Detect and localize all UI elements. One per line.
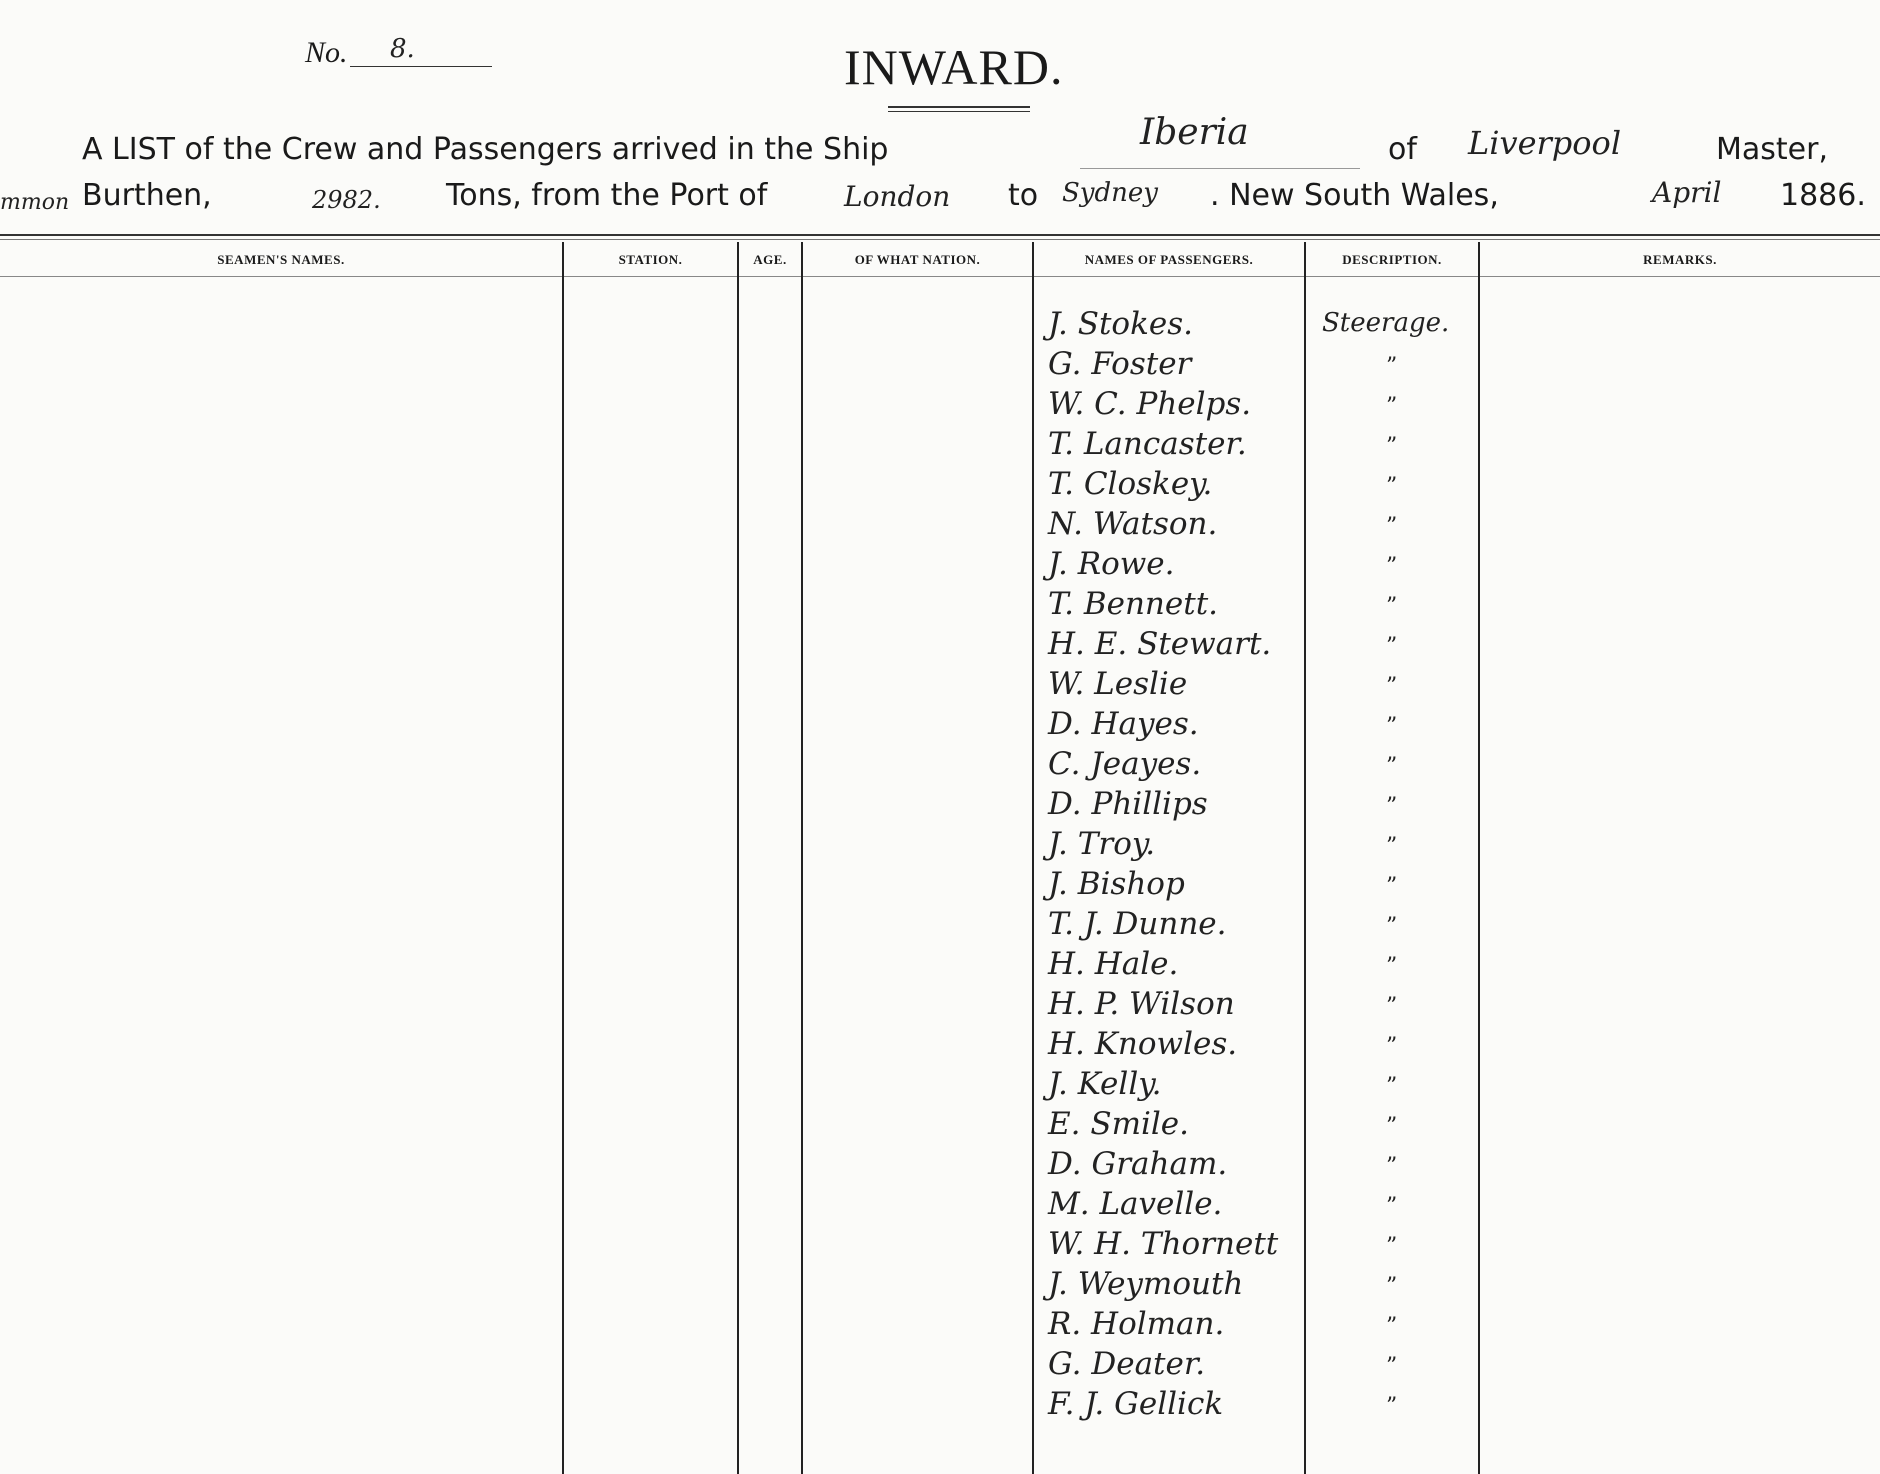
arrival-month: April (1652, 176, 1722, 209)
passenger-description: ” (1386, 1314, 1398, 1339)
passenger-description: ” (1386, 1034, 1398, 1059)
passenger-description: ” (1386, 394, 1398, 419)
column-divider-1 (562, 242, 564, 1474)
passenger-description: ” (1386, 874, 1398, 899)
passenger-name: N. Watson. (1048, 506, 1218, 542)
column-header-seamens-names: SEAMEN'S NAMES. (217, 252, 345, 267)
passenger-name: D. Hayes. (1048, 706, 1199, 742)
passenger-name: D. Phillips (1048, 786, 1208, 822)
passenger-description: ” (1386, 1394, 1398, 1419)
passenger-description: ” (1386, 1274, 1398, 1299)
column-header-age: AGE. (753, 252, 787, 267)
column-divider-5 (1304, 242, 1306, 1474)
column-divider-4 (1032, 242, 1034, 1474)
title-underline-2 (888, 111, 1030, 112)
column-header-passenger-names: NAMES OF PASSENGERS. (1084, 252, 1254, 267)
arrival-year: 1886. (1780, 178, 1866, 213)
passenger-name: T. Lancaster. (1048, 426, 1247, 462)
line2-to: to (1008, 178, 1039, 213)
passenger-description: ” (1386, 594, 1398, 619)
passenger-description: ” (1386, 954, 1398, 979)
ship-underline (1080, 168, 1360, 169)
passenger-description: ” (1386, 514, 1398, 539)
passenger-description: ” (1386, 1074, 1398, 1099)
table-header-divider (0, 276, 1880, 277)
passenger-description: ” (1386, 474, 1398, 499)
column-divider-2 (737, 242, 739, 1474)
passenger-name: M. Lavelle. (1048, 1186, 1223, 1222)
passenger-name: C. Jeayes. (1048, 746, 1202, 782)
passenger-name: J. Stokes. (1048, 306, 1193, 342)
column-header-description: DESCRIPTION. (1342, 252, 1442, 267)
title-underline (888, 106, 1030, 108)
passenger-name: R. Holman. (1048, 1306, 1225, 1342)
line1-prefix: A LIST of the Crew and Passengers arrived in the Ship (82, 132, 889, 167)
passenger-description: ” (1386, 1234, 1398, 1259)
line2-burthen: Burthen, (82, 178, 212, 213)
column-header-station: STATION. (618, 252, 683, 267)
line1-master: Master, (1716, 132, 1828, 167)
passenger-name: W. H. Thornett (1048, 1226, 1279, 1262)
table-top-border-2 (0, 239, 1880, 240)
passenger-description: ” (1386, 794, 1398, 819)
passenger-name: T. Closkey. (1048, 466, 1213, 502)
passenger-description: ” (1386, 674, 1398, 699)
table-top-border (0, 234, 1880, 236)
passenger-name: G. Foster (1048, 346, 1192, 382)
passenger-description: ” (1386, 834, 1398, 859)
column-divider-3 (801, 242, 803, 1474)
passenger-description: ” (1386, 1154, 1398, 1179)
port-of-registry: Liverpool (1468, 124, 1622, 162)
passenger-name: D. Graham. (1048, 1146, 1228, 1182)
passenger-description: ” (1386, 554, 1398, 579)
passenger-name: J. Bishop (1048, 866, 1185, 902)
master-name: mmon (0, 190, 70, 215)
passenger-name: T. J. Dunne. (1048, 906, 1227, 942)
passenger-description: ” (1386, 434, 1398, 459)
passenger-description: ” (1386, 1194, 1398, 1219)
line2-tons-label: Tons, from the Port of (446, 178, 768, 213)
passenger-description: Steerage. (1322, 308, 1450, 338)
passenger-name: H. P. Wilson (1048, 986, 1235, 1022)
passenger-name: W. C. Phelps. (1048, 386, 1252, 422)
ship-name: Iberia (1140, 112, 1249, 153)
passenger-description: ” (1386, 1354, 1398, 1379)
passenger-name: H. E. Stewart. (1048, 626, 1272, 662)
passenger-name: J. Troy. (1048, 826, 1156, 862)
passenger-name: H. Knowles. (1048, 1026, 1238, 1062)
passenger-description: ” (1386, 714, 1398, 739)
line2-region: . New South Wales, (1210, 178, 1499, 213)
passenger-name: J. Kelly. (1048, 1066, 1162, 1102)
passenger-description: ” (1386, 634, 1398, 659)
passenger-description: ” (1386, 994, 1398, 1019)
line1-of: of (1388, 132, 1417, 167)
passenger-name: T. Bennett. (1048, 586, 1219, 622)
passenger-description: ” (1386, 754, 1398, 779)
passenger-name: E. Smile. (1048, 1106, 1189, 1142)
passenger-name: W. Leslie (1048, 666, 1188, 702)
form-number-label: No. (305, 36, 348, 69)
page-title: INWARD. (844, 39, 1064, 95)
passenger-description: ” (1386, 914, 1398, 939)
passenger-name: H. Hale. (1048, 946, 1179, 982)
tons-value: 2982. (312, 186, 381, 214)
column-divider-6 (1478, 242, 1480, 1474)
passenger-name: F. J. Gellick (1048, 1386, 1224, 1422)
passenger-name: G. Deater. (1048, 1346, 1206, 1382)
passenger-name: J. Rowe. (1048, 546, 1175, 582)
passenger-name: J. Weymouth (1048, 1266, 1244, 1302)
to-port: Sydney (1062, 178, 1158, 208)
column-header-nation: OF WHAT NATION. (854, 252, 981, 267)
form-number-underline (350, 66, 492, 67)
from-port: London (844, 180, 951, 213)
column-header-remarks: REMARKS. (1643, 252, 1717, 267)
passenger-description: ” (1386, 1114, 1398, 1139)
passenger-description: ” (1386, 354, 1398, 379)
form-number-value: 8. (390, 34, 415, 64)
